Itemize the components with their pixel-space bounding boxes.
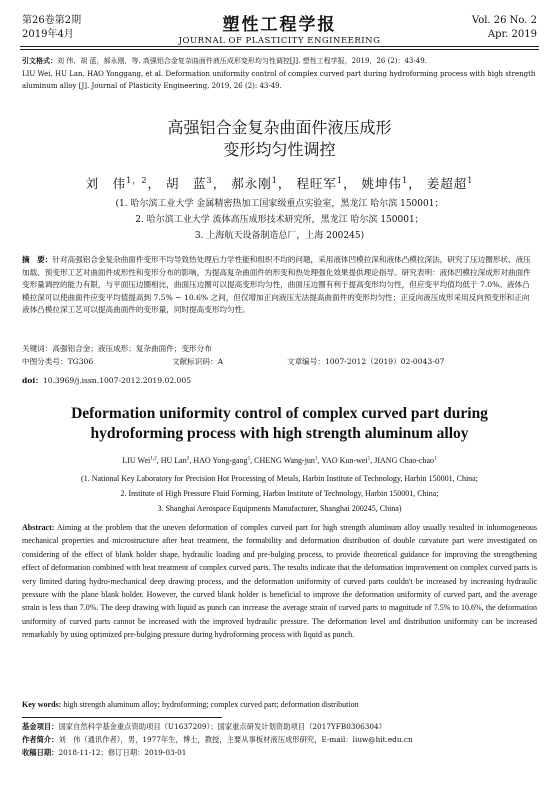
author-list-en: LIU Wei$^{1,2}$, HU Lan$^3$, HAO Yong-gang$^1$, CHENG Wang-jun$^1$, YAO Kun-wei$^1$, JIANG Chao-chao$^1$ (122, 455, 437, 465)
paper-title-cn-line2: 变形均匀性调控 (223, 140, 336, 159)
running-header-right (472, 14, 537, 42)
doi-line (22, 375, 537, 386)
citation-cn (22, 55, 537, 68)
keywords-en-text: high strength aluminum alloy; hydroforming; complex curved part; deformation distribution (63, 700, 359, 709)
header-rule-thin (20, 49, 539, 50)
author-en: LIU Wei$^{1,2}$ (122, 455, 157, 465)
keywords-cn-text: 高强铝合金；液压成形；复杂曲面件；变形分布 (52, 344, 212, 353)
footnote-rule (22, 717, 222, 718)
author-cn: 姜超超$^1$ (426, 174, 474, 191)
funding-note: 基金项目：国家自然科学基金重点资助项目（U1637209）；国家重点研发计划资助项目（2017YFB0306304） (22, 722, 386, 731)
paper-title-en-line1: Deformation uniformity control of complex curved part during (71, 405, 488, 422)
paper-title-en-line2: hydroforming process with high strength aluminum alloy (90, 425, 469, 442)
received-date-note: 收稿日期：2018-11-12；修订日期：2019-03-01 (22, 748, 187, 757)
footnotes (22, 720, 537, 759)
paper-title-cn (0, 117, 559, 161)
abstract-cn-label: 摘 要： (22, 255, 53, 264)
paper-title-cn-line1: 高强铝合金复杂曲面件液压成形 (167, 118, 392, 137)
author-cn: 程旺军$^1$ (296, 174, 344, 191)
abstract-en-text: Aiming at the problem that the uneven deformation of complex curved part for high strength aluminum alloy usually resulted in inhomogeneous mechanical properties and microstructure after heat treatment, the formability and deformation distribution of double curvature part were investigated on considering of the effect of blank holder shape, hydraulic loading and pre-bulging process, to provide theoretical guidance for improving the strengthening effect of deformation combined with heat treatment of complex curved parts. The results indicate that the deformation improvement on complex curved parts is very limited during hydro-mechanical deep drawing process, and the deformation uniformity of curved parts couldn't be increased by increasing hydraulic pressure with the plane blank holder. However, the curved blank holder is beneficial to improve the deformation uniformity of curved part, and the average strain is less than 7.0%. The deep drawing with liquid as punch can increase the average strain of curved parts to magnitude of 7.5% to 10.6%, the deformation uniformity of curved parts cannot be increased with the improved hydraulic pressure. The deformation level and distribution uniformity can be increased remarkably by using optimized pre-bulging pressure during hydroforming process with liquid as punch. (22, 523, 537, 640)
author-cn: 胡 蓝$^3$ (166, 174, 213, 191)
author-en: HU Lan$^3$ (160, 455, 190, 465)
author-en: CHENG Wang-jun$^1$ (254, 455, 318, 465)
affiliation-cn: (1. 哈尔滨工业大学 金属精密热加工国家级重点实验室，黑龙江 哈尔滨 150001； (115, 199, 444, 209)
clc-number: 中图分类号：TG306 (22, 357, 94, 366)
abstract-en-label: Abstract: (22, 523, 55, 532)
classification-line (22, 356, 537, 369)
citation-en: LIU Wei, HU Lan, HAO Yonggang, et al. Deformation uniformity control of complex curved part during hydroforming process with high strength aluminum alloy [J]. Journal of Plasticity Engineering, 2019, 26 (2): 43-49. (22, 69, 536, 90)
author-bio-note: 作者简介：刘 伟（通讯作者），男，1977年生，博士，教授，主要从事板材液压成形研究，E-mail：liuw@hit.edu.cn (22, 735, 413, 744)
journal-name-en: JOURNAL OF PLASTICITY ENGINEERING (178, 36, 381, 46)
date-cn: 2019年4月 (22, 29, 74, 40)
volume-issue-cn: 第26卷第2期 (22, 15, 82, 26)
author-cn: 姚坤伟$^1$ (361, 174, 409, 191)
keywords-en-label: Key words: (22, 700, 62, 709)
document-code: 文献标识码：A (172, 357, 224, 366)
keywords-en (22, 700, 537, 709)
date-en: Apr. 2019 (487, 29, 537, 40)
journal-name-cn: 塑性工程学报 (222, 15, 337, 35)
keywords-cn-label: 关键词： (22, 344, 53, 353)
affiliation-en: 2. Institute of High Pressure Fluid Forming, Harbin Institute of Technology, Harbin 150001, China; (120, 489, 439, 498)
abstract-cn (22, 254, 537, 317)
affiliation-en: (1. National Key Laboratory for Precision Hot Processing of Metals, Harbin Institute of Technology, Harbin 150001, China; (81, 474, 478, 483)
header-rule-thick (20, 46, 539, 47)
doi-value: 10.3969/j.issn.1007-2012.2019.02.005 (42, 376, 192, 385)
author-list-cn: 刘 伟$^{1,2}$， 胡 蓝$^3$， 郝永刚$^1$， 程旺军$^1$， 姚坤伟$^1$， 姜超超$^1$ (85, 174, 474, 191)
author-en: JIANG Chao-chao$^1$ (374, 455, 437, 465)
keywords-cn (22, 343, 537, 356)
citation-block (22, 55, 537, 93)
affiliations-en (0, 471, 559, 516)
author-cn: 郝永刚$^1$ (231, 174, 278, 191)
citation-cn-text: 刘 伟，胡 蓝，郝永刚，等. 高强铝合金复杂曲面件液压成形变形均匀性调控[J]. 塑性工程学报，2019，26 (2)：43-49. (57, 57, 427, 65)
volume-issue-en: Vol. 26 No. 2 (471, 15, 537, 26)
citation-label: 引文格式： (22, 56, 57, 65)
author-en: YAO Kun-wei$^1$ (321, 455, 371, 465)
affiliations-cn (0, 196, 559, 244)
doi-label: doi： (22, 376, 43, 385)
abstract-en (22, 521, 537, 642)
affiliation-cn: 2. 哈尔滨工业大学 流体高压成形技术研究所，黑龙江 哈尔滨 150001； (135, 215, 424, 225)
affiliation-cn: 3. 上海航天设备制造总厂，上海 200245) (194, 231, 365, 241)
abstract-cn-text: 针对高强铝合金复杂曲面件变形不均导致热处理后力学性能和组织不均的问题，采用液体凹模拉深和液体凸模拉深法，研究了压边圈形状、液压加载、预变形工艺对曲面件成形性和变形分布的影响，为提高复杂曲面件的形变和热处理强化效果提供理论指导。研究表明：液体凹模拉深成形对曲面件变形量调控的能力有限，与平面压边圈相比，曲面压边圈可以提高变形均匀性，曲面压边圈有利于提高变形均匀性，但应变平均值均低于 7.0%。液体凸模拉深可以使曲面件应变平均值提高到 7.5% ~ 10.6% 之间，但仅增加正向液压无法提高曲面件的变形均匀性；正反向液压成形采用反向预变形和正向液体凸模拉深工艺可以提高曲面件的变形量，同时提高变形均匀性。 (22, 255, 531, 315)
article-number: 文章编号：1007-2012（2019）02-0043-07 (287, 357, 445, 366)
paper-title-en (0, 404, 559, 444)
author-en: HAO Yong-gang$^1$ (193, 455, 251, 465)
author-cn: 刘 伟$^{1,2}$ (85, 174, 148, 191)
affiliation-en: 3. Shanghai Aerospace Equipments Manufacturer, Shanghai 200245, China) (157, 504, 402, 513)
